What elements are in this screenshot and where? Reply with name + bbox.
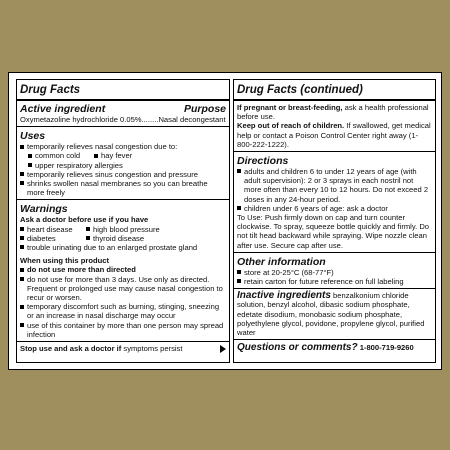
other-info-item: retain carton for future reference on full labeling [237,277,432,286]
uses-sublist [20,151,226,160]
keep-out-warning: Keep out of reach of children. If swallowed, get medical help or contact a Poison Control Center right away (1-800-222-1222). [237,121,431,149]
divider [234,339,435,340]
directions-item: children under 6 years of age: ask a doctor [237,204,432,213]
drug-facts-left-column [16,79,230,363]
directions-item: adults and children 6 to under 12 years of age (with adult supervision): 2 or 3 sprays in each nostril not more often than every 10 to 12 hours. Do not exceed 2 doses in any 24-hour period. [237,167,432,204]
drug-facts-right-column [233,79,436,363]
other-information-header: Other information [237,255,326,268]
drug-facts-continued-title: Drug Facts (continued) [237,84,363,96]
when-using-heading: When using this product [20,256,110,266]
drug-facts-panel [8,72,442,370]
when-using-item: use of this container by more than one person may spread infection [20,321,226,339]
inactive-ingredients: Inactive ingredients benzalkonium chloride solution, benzyl alcohol, dibasic sodium phosphate, edetate disodium, monobasic sodium phosphate, polyethylene glycol, povidone, propylene glycol, purified water [237,290,425,338]
divider [17,99,229,101]
divider [234,151,435,152]
condition-item: trouble urinating due to an enlarged prostate gland [20,243,226,252]
divider [17,199,229,200]
uses-item: shrinks swollen nasal membranes so you can breathe more freely [20,179,226,197]
uses-item: upper respiratory allergies [28,161,226,170]
divider [234,252,435,253]
questions-header: Questions or comments? [237,342,358,354]
condition-item: high blood pressure [86,225,160,234]
ask-doctor-heading: Ask a doctor before use if you have [20,215,149,225]
questions-row [237,343,432,352]
condition-item: thyroid disease [86,234,144,243]
warnings-header: Warnings [20,203,68,216]
drug-facts-title: Drug Facts [20,84,81,96]
uses-item: hay fever [94,151,132,160]
purpose-header: Purpose [183,103,226,115]
divider [234,288,435,289]
uses-sublist [20,161,226,170]
when-using-item: do not use more than directed [20,265,226,274]
uses-item: temporarily relieves nasal congestion due to: [20,142,226,151]
condition-item: heart disease [20,225,86,234]
continue-arrow-icon [220,345,226,353]
divider [17,341,229,342]
directions-text: To Use: Push firmly down on cap and turn counter clockwise. To spray, squeeze bottle quickly and firmly. Do not tilt head backward while spraying. Wipe nozzle clean after use. Secure cap after use. [237,213,430,250]
when-using-item: do not use for more than 3 days. Use only as directed. Frequent or prolonged use may cause nasal congestion to recur or worsen. [20,275,226,303]
active-ingredient-header-row [20,103,226,115]
stop-use-row [20,344,226,353]
inactive-ingredients-header: Inactive ingredients [237,290,331,302]
questions-phone: 1-800-719-9260 [357,343,414,353]
uses-header: Uses [20,130,46,143]
conditions-row [20,234,226,243]
ingredient-line: Oxymetazoline hydrochloride 0.05%........Nasal decongestant [20,115,226,124]
pregnant-warning: If pregnant or breast-feeding, ask a health professional before use. [237,103,429,122]
directions-header: Directions [237,155,289,168]
stop-use-text: Stop use and ask a doctor if symptoms persist [20,344,183,354]
when-using-item: temporary discomfort such as burning, stinging, sneezing or an increase in nasal discharge may occur [20,302,226,320]
uses-item: temporarily relieves sinus congestion and pressure [20,170,226,179]
uses-item: common cold [28,151,94,160]
conditions-row [20,225,226,234]
divider [17,126,229,127]
divider [234,99,435,101]
condition-item: diabetes [20,234,86,243]
active-ingredient-header: Active ingredient [20,103,106,115]
other-info-item: store at 20-25°C (68-77°F) [237,268,432,277]
